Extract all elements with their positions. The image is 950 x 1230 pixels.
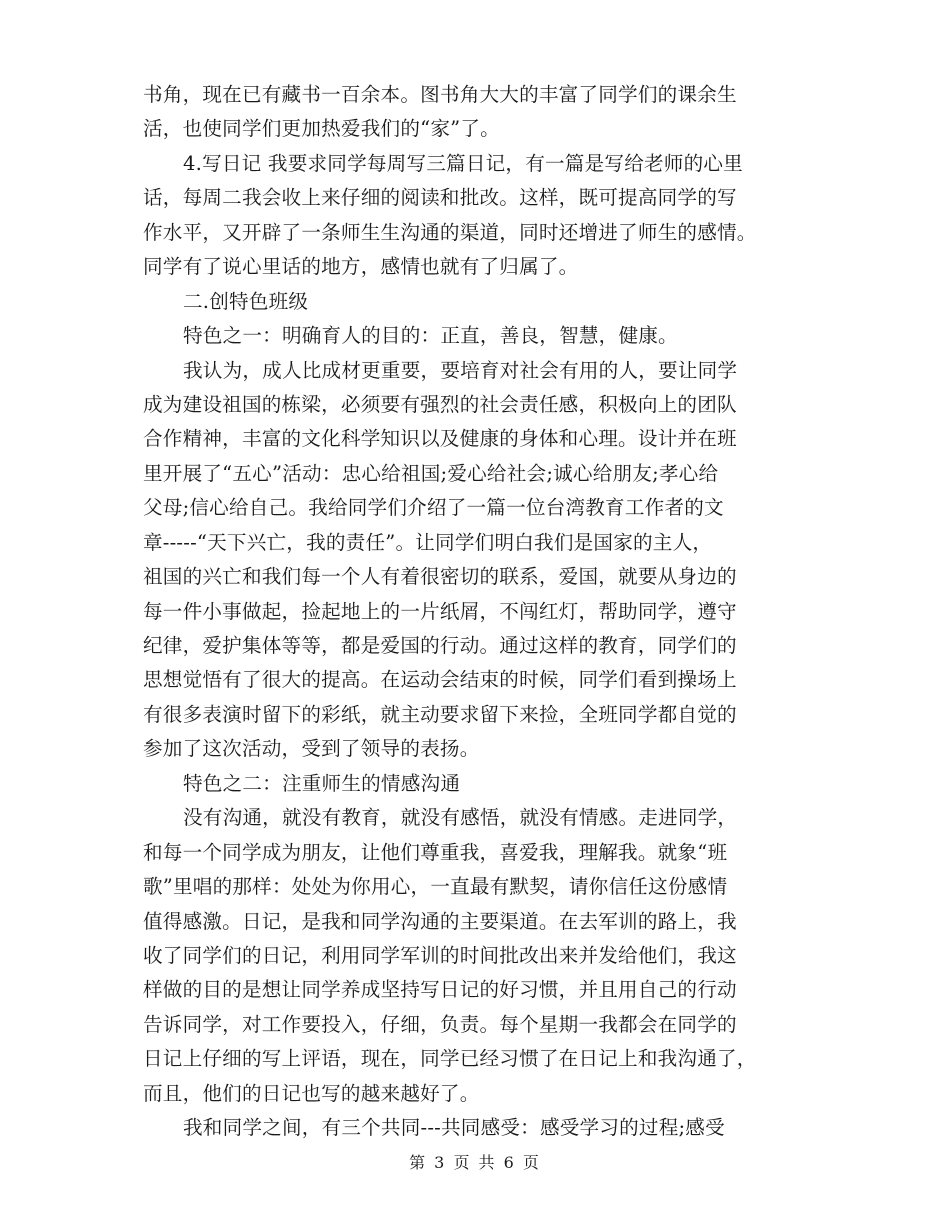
text-line: 每一件小事做起，捡起地上的一片纸屑，不闯红灯，帮助同学，遵守 (143, 599, 737, 623)
text-line: 书角，现在已有藏书一百余本。图书角大大的丰富了同学们的课余生 (143, 83, 737, 106)
text-line: 合作精神，丰富的文化科学知识以及健康的身体和心理。设计并在班 (143, 427, 737, 451)
text-line: 样做的目的是想让同学养成坚持写日记的好习惯，并且用自己的行动 (143, 978, 737, 1002)
text-line: 值得感激。日记，是我和同学沟通的主要渠道。在去军训的路上，我 (143, 909, 737, 933)
text-line: 告诉同学，对工作要投入，仔细，负责。每个星期一我都会在同学的 (143, 1012, 737, 1036)
text-line: 特色之二：注重师生的情感沟通 (183, 771, 461, 795)
text-line: 4.写日记 我要求同学每周写三篇日记，有一篇是写给老师的心里 (183, 151, 743, 175)
text-line: 收了同学们的日记，利用同学军训的时间批改出来并发给他们，我这 (143, 943, 737, 967)
text-line: 我和同学之间，有三个共同---共同感受：感受学习的过程;感受 (183, 1116, 725, 1140)
text-line: 日记上仔细的写上评语，现在，同学已经习惯了在日记上和我沟通了， (143, 1047, 757, 1071)
text-line: 二.创特色班级 (183, 289, 309, 313)
text-line: 父母;信心给自己。我给同学们介绍了一篇一位台湾教育工作者的文 (143, 496, 724, 520)
text-line: 和每一个同学成为朋友，让他们尊重我，喜爱我，理解我。就象“班 (143, 840, 728, 864)
text-line: 参加了这次活动，受到了领导的表扬。 (143, 737, 480, 761)
text-line: 特色之一：明确育人的目的：正直，善良，智慧，健康。 (183, 324, 678, 348)
text-line: 同学有了说心里话的地方，感情也就有了归属了。 (143, 255, 579, 279)
page-footer: 第 3 页 共 6 页 (409, 1153, 541, 1172)
text-line: 我认为，成人比成材更重要，要培育对社会有用的人，要让同学 (183, 358, 738, 382)
text-line: 话，每周二我会收上来仔细的阅读和批改。这样，既可提高同学的写 (143, 186, 737, 210)
text-line: 纪律，爱护集体等等，都是爱国的行动。通过这样的教育，同学们的 (143, 634, 737, 657)
text-line: 没有沟通，就没有教育，就没有感悟，就没有情感。走进同学， (183, 806, 738, 830)
text-line: 有很多表演时留下的彩纸，就主动要求留下来捡，全班同学都自觉的 (143, 702, 737, 726)
text-line: 成为建设祖国的栋梁，必须要有强烈的社会责任感，积极向上的团队 (143, 392, 737, 416)
text-line: 祖国的兴亡和我们每一个人有着很密切的联系，爱国，就要从身边的 (143, 565, 737, 589)
text-line: 活，也使同学们更加热爱我们的“家”了。 (143, 117, 500, 141)
body-text (143, 78, 807, 1146)
text-line: 思想觉悟有了很大的提高。在运动会结束的时候，同学们看到操场上 (143, 668, 737, 692)
text-line: 而且，他们的日记也写的越来越好了。 (143, 1081, 480, 1105)
text-line: 章-----“天下兴亡，我的责任”。让同学们明白我们是国家的主人， (143, 530, 713, 554)
text-line: 作水平，又开辟了一条师生生沟通的渠道，同时还增进了师生的感情。 (143, 220, 757, 244)
text-line: 歌”里唱的那样：处处为你用心，一直最有默契，请你信任这份感情 (143, 875, 728, 899)
text-line: 里开展了“五心”活动：忠心给祖国;爱心给社会;诚心给朋友;孝心给 (143, 461, 719, 485)
